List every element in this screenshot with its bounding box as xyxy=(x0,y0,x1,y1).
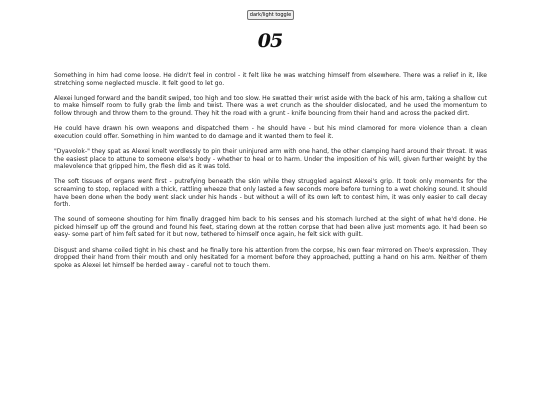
story-paragraph: The sound of someone shouting for him finally dragged him back to his senses and his stomach lurched at the sight of what he'd done. He picked himself up off the ground and found his feet, staring down at the rotten corpse that had been alive just moments ago. It had been so easy- some part of him felt sated for it but now, tethered to himself once again, he felt sick with guilt. xyxy=(54,216,487,239)
chapter-number: 05 xyxy=(257,30,283,52)
story-paragraph: Something in him had come loose. He didn't feel in control - it felt like he was watching himself from elsewhere. There was a relief in it, like stretching some neglected muscle. It felt good to let go. xyxy=(54,72,487,87)
story-paragraph: "Dyavolok-" they spat as Alexei knelt wordlessly to pin their uninjured arm with one hand, the other clamping hard around their throat. It was the easiest place to attune to someone else's body - whether to heal or to harm. Under the imposition of his will, given further weight by the malevolence that gripped him, the flesh did as it was told. xyxy=(54,147,487,171)
dark-light-toggle-button[interactable]: dark/light toggle xyxy=(247,10,294,20)
story-paragraph: Alexei lunged forward and the bandit swiped, too high and too slow. He swatted their wrist aside with the back of his arm, taking a shallow cut to make himself room to fully grab the limb and twist. There was a wet crunch as the shoulder dislocated, and he used the momentum to follow through and throw them to the ground. They hit the road with a grunt - knife bouncing from their hand and across the packed dirt. xyxy=(54,94,487,117)
story-paragraph: Disgust and shame coiled tight in his chest and he finally tore his attention from the corpse, his own fear mirrored on Theo's expression. They dropped their hand from their mouth and only hesitated for a moment before they approached, putting a hand on his arm. Neither of them spoke as Alexei let himself be herded away - careful not to touch them. xyxy=(54,246,487,269)
story-text xyxy=(54,72,487,277)
story-paragraph: He could have drawn his own weapons and dispatched them - he should have - but his mind clamored for more violence than a clean execution could offer. Something in him wanted to do damage and it wanted them to feel it. xyxy=(54,125,487,140)
story-paragraph: The soft tissues of organs went first - putrefying beneath the skin while they struggled against Alexei's grip. It took only moments for the screaming to stop, replaced with a thick, rattling wheeze that only lasted a few seconds more before turning to a wet choking sound. It should have been done when the body went slack under his hands - but without a will of its own left to contest him, it was only easier to call decay forth. xyxy=(54,178,487,209)
